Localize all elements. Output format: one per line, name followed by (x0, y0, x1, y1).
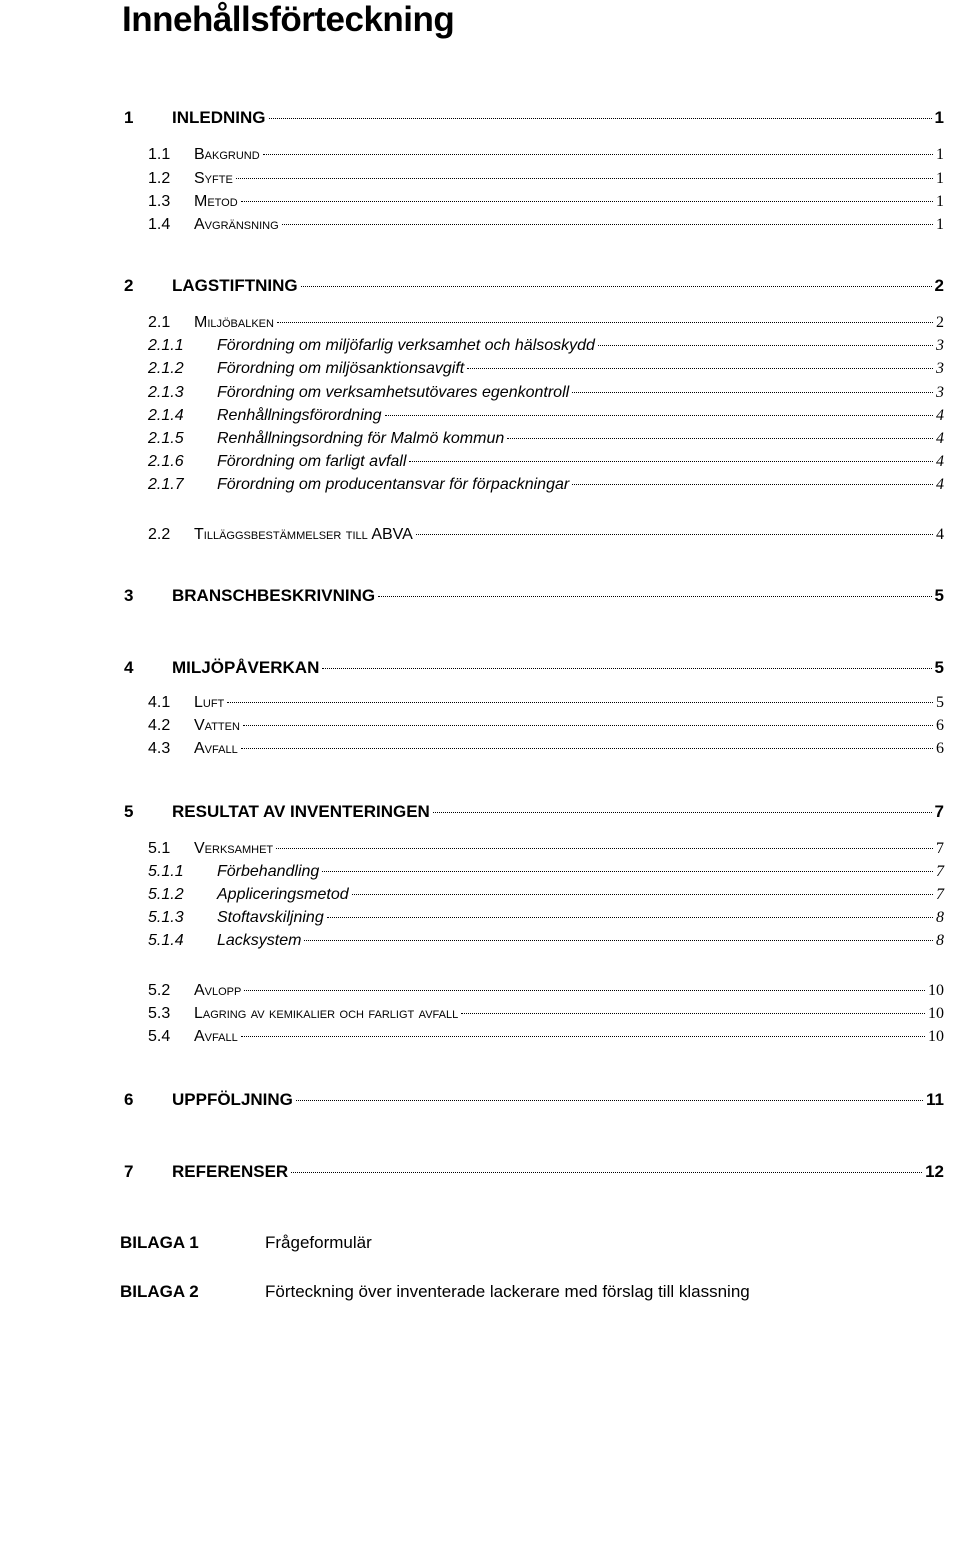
appendix-1 (120, 1233, 372, 1253)
toc-entry-title: Appliceringsmetod (217, 886, 349, 903)
toc-entry-number: 2.1.4 (148, 407, 184, 424)
dot-leader (378, 596, 931, 597)
toc-entry-number: 5.1.4 (148, 932, 184, 949)
appendix-2-text: Förteckning över inventerade lackerare med förslag till klassning (265, 1282, 750, 1301)
toc-entry-number: 2.1.5 (148, 430, 184, 447)
toc-entry-title: Förordning om farligt avfall (217, 453, 407, 470)
toc-entry-number: 7 (124, 1162, 134, 1181)
toc-entry[interactable] (124, 276, 944, 296)
toc-entry-number: 5.4 (148, 1028, 171, 1045)
toc-entry[interactable] (148, 717, 944, 735)
dot-leader (467, 368, 933, 369)
toc-entry-title: INLEDNING (172, 108, 266, 127)
toc-entry-number: 5 (124, 802, 134, 821)
toc-entry-number: 6 (124, 1090, 134, 1109)
toc-entry-page: 2 (934, 276, 944, 295)
dot-leader (277, 322, 933, 323)
toc-entry-title: Luft (194, 694, 225, 711)
toc-entry-page: 5 (934, 586, 944, 605)
toc-entry-title: Avfall (194, 740, 238, 757)
toc-entry-title: Vatten (194, 717, 240, 734)
toc-entry[interactable] (148, 740, 944, 758)
toc-entry-number: 5.1.3 (148, 909, 184, 926)
toc-entry-number: 2.1.2 (148, 360, 184, 377)
toc-entry[interactable] (148, 453, 944, 471)
toc-entry-title: Bakgrund (194, 146, 260, 163)
toc-entry-page: 3 (936, 384, 944, 401)
dot-leader (433, 812, 932, 813)
toc-entry-title: Renhållningsordning för Malmö kommun (217, 430, 505, 447)
toc-entry[interactable] (148, 314, 944, 332)
toc-entry-page: 5 (934, 658, 944, 677)
toc-entry-title: UPPFÖLJNING (172, 1090, 293, 1109)
toc-entry[interactable] (148, 360, 944, 378)
toc-entry-page: 7 (936, 840, 944, 857)
toc-entry[interactable] (148, 932, 944, 950)
toc-entry-number: 2.1.3 (148, 384, 184, 401)
toc-entry[interactable] (148, 146, 944, 164)
toc-entry-page: 4 (936, 476, 944, 493)
toc-entry-number: 4.1 (148, 694, 171, 711)
toc-entry-page: 4 (936, 407, 944, 424)
toc-entry-number: 5.1 (148, 840, 171, 857)
toc-entry[interactable] (148, 193, 944, 211)
toc-entry-title: Lagring av kemikalier och farligt avfall (194, 1005, 459, 1022)
dot-leader (304, 940, 933, 941)
toc-entry[interactable] (148, 476, 944, 494)
dot-leader (244, 990, 925, 991)
toc-entry-title: Tilläggsbestämmelser till ABVA (194, 526, 413, 543)
dot-leader (276, 848, 933, 849)
toc-entry[interactable] (148, 430, 944, 448)
dot-leader (598, 345, 933, 346)
toc-entry-number: 3 (124, 586, 134, 605)
toc-entry-page: 1 (936, 216, 944, 233)
dot-leader (322, 871, 933, 872)
toc-entry-page: 11 (926, 1090, 944, 1109)
dot-leader (416, 534, 933, 535)
dot-leader (461, 1013, 925, 1014)
toc-entry[interactable] (148, 886, 944, 904)
toc-entry[interactable] (148, 909, 944, 927)
toc-entry[interactable] (124, 1162, 944, 1182)
toc-entry-number: 1 (124, 108, 134, 127)
toc-entry-number: 2 (124, 276, 134, 295)
toc-entry-page: 1 (936, 170, 944, 187)
toc-entry-number: 2.1.7 (148, 476, 184, 493)
toc-entry-title: BRANSCHBESKRIVNING (172, 586, 376, 605)
toc-entry-page: 6 (936, 740, 944, 757)
appendix-2-label: BILAGA 2 (120, 1282, 199, 1301)
toc-entry-number: 2.1.1 (148, 337, 184, 354)
toc-entry[interactable] (148, 170, 944, 188)
toc-entry-page: 7 (936, 863, 944, 880)
toc-entry-page: 4 (936, 453, 944, 470)
toc-entry[interactable] (148, 840, 944, 858)
page-title: Innehållsförteckning (122, 0, 455, 39)
toc-entry[interactable] (148, 526, 944, 544)
toc-entry-title: Förordning om verksamhetsutövares egenkontroll (217, 384, 570, 401)
dot-leader (263, 154, 933, 155)
dot-leader (352, 894, 933, 895)
appendix-1-text: Frågeformulär (265, 1233, 372, 1252)
dot-leader (572, 392, 933, 393)
toc-entry-page: 4 (936, 430, 944, 447)
toc-entry-page: 1 (936, 193, 944, 210)
toc-entry-number: 2.2 (148, 526, 171, 543)
toc-entry-title: Avlopp (194, 982, 242, 999)
toc-entry-title: REFERENSER (172, 1162, 289, 1181)
toc-entry[interactable] (124, 658, 944, 678)
toc-entry-number: 5.1.1 (148, 863, 184, 880)
toc-entry-number: 1.4 (148, 216, 171, 233)
toc-entry-page: 8 (936, 932, 944, 949)
toc-entry-title: Syfte (194, 170, 233, 187)
toc-entry-page: 3 (936, 360, 944, 377)
toc-entry[interactable] (148, 694, 944, 712)
toc-entry[interactable] (148, 407, 944, 425)
toc-entry-title: Renhållningsförordning (217, 407, 382, 424)
toc-entry[interactable] (124, 586, 944, 606)
toc-entry-title: MILJÖPÅVERKAN (172, 658, 320, 677)
toc-entry-number: 4 (124, 658, 134, 677)
dot-leader (322, 668, 931, 669)
toc-entry-number: 5.1.2 (148, 886, 184, 903)
toc-entry-number: 4.3 (148, 740, 171, 757)
toc-entry-page: 10 (928, 1005, 944, 1022)
toc-entry-number: 2.1.6 (148, 453, 184, 470)
toc-entry[interactable] (148, 1028, 944, 1046)
dot-leader (241, 1036, 925, 1037)
toc-entry-number: 1.3 (148, 193, 171, 210)
toc-entry-number: 4.2 (148, 717, 171, 734)
dot-leader (236, 178, 933, 179)
toc-entry-number: 5.2 (148, 982, 171, 999)
toc-entry-page: 2 (936, 314, 944, 331)
toc-entry-title: Förordning om miljösanktionsavgift (217, 360, 465, 377)
toc-entry-page: 7 (934, 802, 944, 821)
toc-entry-page: 6 (936, 717, 944, 734)
toc-entry[interactable] (148, 863, 944, 881)
dot-leader (269, 118, 932, 119)
dot-leader (241, 748, 933, 749)
toc-entry[interactable] (148, 337, 944, 355)
toc-entry-title: Förordning om producentansvar för förpackningar (217, 476, 570, 493)
appendix-1-label: BILAGA 1 (120, 1233, 199, 1252)
dot-leader (296, 1100, 923, 1101)
toc-entry-page: 5 (936, 694, 944, 711)
toc-entry-title: RESULTAT AV INVENTERINGEN (172, 802, 430, 821)
dot-leader (241, 201, 933, 202)
toc-entry-page: 1 (936, 146, 944, 163)
toc-entry-title: Stoftavskiljning (217, 909, 324, 926)
toc-entry-title: Metod (194, 193, 238, 210)
toc-entry[interactable] (124, 108, 944, 128)
toc-entry-title: Förordning om miljöfarlig verksamhet och hälsoskydd (217, 337, 595, 354)
toc-entry[interactable] (148, 982, 944, 1000)
dot-leader (291, 1172, 922, 1173)
toc-entry-page: 10 (928, 1028, 944, 1045)
toc-entry-number: 2.1 (148, 314, 171, 331)
toc-entry-title: LAGSTIFTNING (172, 276, 298, 295)
toc-entry-page: 8 (936, 909, 944, 926)
toc-entry-page: 3 (936, 337, 944, 354)
toc-entry-number: 1.2 (148, 170, 171, 187)
toc-entry-number: 1.1 (148, 146, 171, 163)
toc-entry[interactable] (148, 216, 944, 234)
toc-entry[interactable] (124, 802, 944, 822)
dot-leader (507, 438, 933, 439)
appendix-2 (120, 1282, 750, 1302)
toc-entry[interactable] (148, 384, 944, 402)
toc-entry-title: Avgränsning (194, 216, 279, 233)
dot-leader (301, 286, 932, 287)
toc-entry-title: Miljöbalken (194, 314, 274, 331)
dot-leader (327, 917, 933, 918)
dot-leader (243, 725, 933, 726)
dot-leader (385, 415, 933, 416)
dot-leader (409, 461, 933, 462)
dot-leader (227, 702, 933, 703)
dot-leader (572, 484, 933, 485)
toc-entry-page: 7 (936, 886, 944, 903)
toc-entry-page: 10 (928, 982, 944, 999)
toc-entry[interactable] (124, 1090, 944, 1110)
toc-entry-page: 1 (934, 108, 944, 127)
toc-entry-title: Lacksystem (217, 932, 302, 949)
toc-entry-page: 4 (936, 526, 944, 543)
toc-entry-title: Förbehandling (217, 863, 320, 880)
toc-entry-title: Verksamhet (194, 840, 274, 857)
toc-entry[interactable] (148, 1005, 944, 1023)
dot-leader (282, 224, 933, 225)
toc-entry-title: Avfall (194, 1028, 238, 1045)
toc-entry-page: 12 (925, 1162, 944, 1181)
toc-entry-number: 5.3 (148, 1005, 171, 1022)
